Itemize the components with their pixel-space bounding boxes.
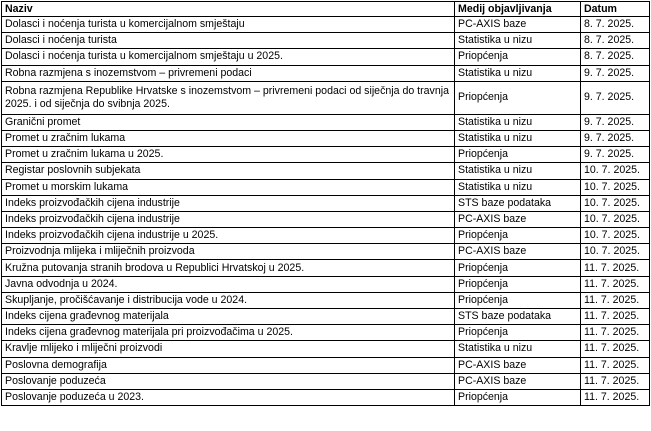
medium-cell: Priopćenja xyxy=(455,292,581,308)
medium-cell: Statistika u nizu xyxy=(455,114,581,130)
medium-cell: Statistika u nizu xyxy=(455,65,581,81)
date-cell: 11. 7. 2025. xyxy=(581,292,650,308)
date-cell: 9. 7. 2025. xyxy=(581,65,650,81)
name-cell: Indeks proizvođačkih cijena industrije u 2025. xyxy=(2,228,455,244)
medium-cell: Priopćenja xyxy=(455,276,581,292)
table-row xyxy=(2,325,650,341)
table-row xyxy=(2,357,650,373)
date-cell: 8. 7. 2025. xyxy=(581,33,650,49)
name-cell: Poslovanje poduzeća u 2023. xyxy=(2,389,455,405)
table-row xyxy=(2,147,650,163)
medium-cell: STS baze podataka xyxy=(455,195,581,211)
date-cell: 11. 7. 2025. xyxy=(581,309,650,325)
table-row xyxy=(2,373,650,389)
name-cell: Dolasci i noćenja turista u komercijalnom smještaju xyxy=(2,17,455,33)
medium-cell: Priopćenja xyxy=(455,389,581,405)
name-cell: Robna razmjena s inozemstvom – privremeni podaci xyxy=(2,65,455,81)
table-row xyxy=(2,276,650,292)
medium-cell: Priopćenja xyxy=(455,325,581,341)
column-header-medium: Medij objavljivanja xyxy=(455,2,581,17)
medium-cell: Statistika u nizu xyxy=(455,130,581,146)
column-header-name: Naziv xyxy=(2,2,455,17)
table-row xyxy=(2,163,650,179)
name-cell: Proizvodnja mlijeka i mliječnih proizvoda xyxy=(2,244,455,260)
table-row xyxy=(2,49,650,65)
column-header-date: Datum xyxy=(581,2,650,17)
table-row xyxy=(2,17,650,33)
table-row xyxy=(2,211,650,227)
date-cell: 10. 7. 2025. xyxy=(581,163,650,179)
name-cell: Kravlje mlijeko i mliječni proizvodi xyxy=(2,341,455,357)
table-row xyxy=(2,244,650,260)
date-cell: 11. 7. 2025. xyxy=(581,389,650,405)
name-cell: Indeks proizvođačkih cijena industrije xyxy=(2,211,455,227)
table-row xyxy=(2,195,650,211)
name-cell: Indeks cijena građevnog materijala xyxy=(2,309,455,325)
medium-cell: PC-AXIS baze xyxy=(455,373,581,389)
table-row xyxy=(2,260,650,276)
table-row xyxy=(2,389,650,405)
table-row xyxy=(2,81,650,114)
date-cell: 11. 7. 2025. xyxy=(581,325,650,341)
name-cell: Dolasci i noćenja turista u komercijalnom smještaju u 2025. xyxy=(2,49,455,65)
date-cell: 11. 7. 2025. xyxy=(581,357,650,373)
date-cell: 8. 7. 2025. xyxy=(581,17,650,33)
release-calendar-table xyxy=(1,1,650,406)
table-row xyxy=(2,179,650,195)
table-row xyxy=(2,33,650,49)
date-cell: 9. 7. 2025. xyxy=(581,114,650,130)
name-cell: Dolasci i noćenja turista xyxy=(2,33,455,49)
date-cell: 10. 7. 2025. xyxy=(581,179,650,195)
medium-cell: Priopćenja xyxy=(455,260,581,276)
name-cell: Poslovna demografija xyxy=(2,357,455,373)
header-row xyxy=(2,2,650,17)
name-cell: Indeks cijena građevnog materijala pri proizvođačima u 2025. xyxy=(2,325,455,341)
table-row xyxy=(2,228,650,244)
medium-cell: Statistika u nizu xyxy=(455,163,581,179)
name-cell: Skupljanje, pročišćavanje i distribucija vode u 2024. xyxy=(2,292,455,308)
medium-cell: Priopćenja xyxy=(455,228,581,244)
name-cell: Robna razmjena Republike Hrvatske s inozemstvom – privremeni podaci od siječnja do travnja 2025. i od siječnja do svibnja 2025. xyxy=(2,81,455,114)
name-cell: Registar poslovnih subjekata xyxy=(2,163,455,179)
medium-cell: STS baze podataka xyxy=(455,309,581,325)
name-cell: Promet u morskim lukama xyxy=(2,179,455,195)
name-cell: Javna odvodnja u 2024. xyxy=(2,276,455,292)
name-cell: Promet u zračnim lukama u 2025. xyxy=(2,147,455,163)
date-cell: 9. 7. 2025. xyxy=(581,81,650,114)
table-row xyxy=(2,65,650,81)
date-cell: 9. 7. 2025. xyxy=(581,147,650,163)
medium-cell: PC-AXIS baze xyxy=(455,244,581,260)
date-cell: 10. 7. 2025. xyxy=(581,195,650,211)
medium-cell: PC-AXIS baze xyxy=(455,211,581,227)
table-row xyxy=(2,114,650,130)
medium-cell: Priopćenja xyxy=(455,147,581,163)
date-cell: 8. 7. 2025. xyxy=(581,49,650,65)
name-cell: Indeks proizvođačkih cijena industrije xyxy=(2,195,455,211)
medium-cell: Priopćenja xyxy=(455,81,581,114)
medium-cell: Statistika u nizu xyxy=(455,33,581,49)
name-cell: Poslovanje poduzeća xyxy=(2,373,455,389)
name-cell: Promet u zračnim lukama xyxy=(2,130,455,146)
medium-cell: Statistika u nizu xyxy=(455,179,581,195)
date-cell: 9. 7. 2025. xyxy=(581,130,650,146)
medium-cell: Statistika u nizu xyxy=(455,341,581,357)
date-cell: 11. 7. 2025. xyxy=(581,341,650,357)
table-body xyxy=(2,17,650,406)
table-row xyxy=(2,130,650,146)
date-cell: 11. 7. 2025. xyxy=(581,373,650,389)
date-cell: 11. 7. 2025. xyxy=(581,276,650,292)
medium-cell: PC-AXIS baze xyxy=(455,17,581,33)
date-cell: 10. 7. 2025. xyxy=(581,244,650,260)
table-row xyxy=(2,309,650,325)
medium-cell: Priopćenja xyxy=(455,49,581,65)
date-cell: 10. 7. 2025. xyxy=(581,228,650,244)
date-cell: 10. 7. 2025. xyxy=(581,211,650,227)
date-cell: 11. 7. 2025. xyxy=(581,260,650,276)
medium-cell: PC-AXIS baze xyxy=(455,357,581,373)
table-row xyxy=(2,292,650,308)
name-cell: Kružna putovanja stranih brodova u Republici Hrvatskoj u 2025. xyxy=(2,260,455,276)
name-cell: Granični promet xyxy=(2,114,455,130)
table-row xyxy=(2,341,650,357)
